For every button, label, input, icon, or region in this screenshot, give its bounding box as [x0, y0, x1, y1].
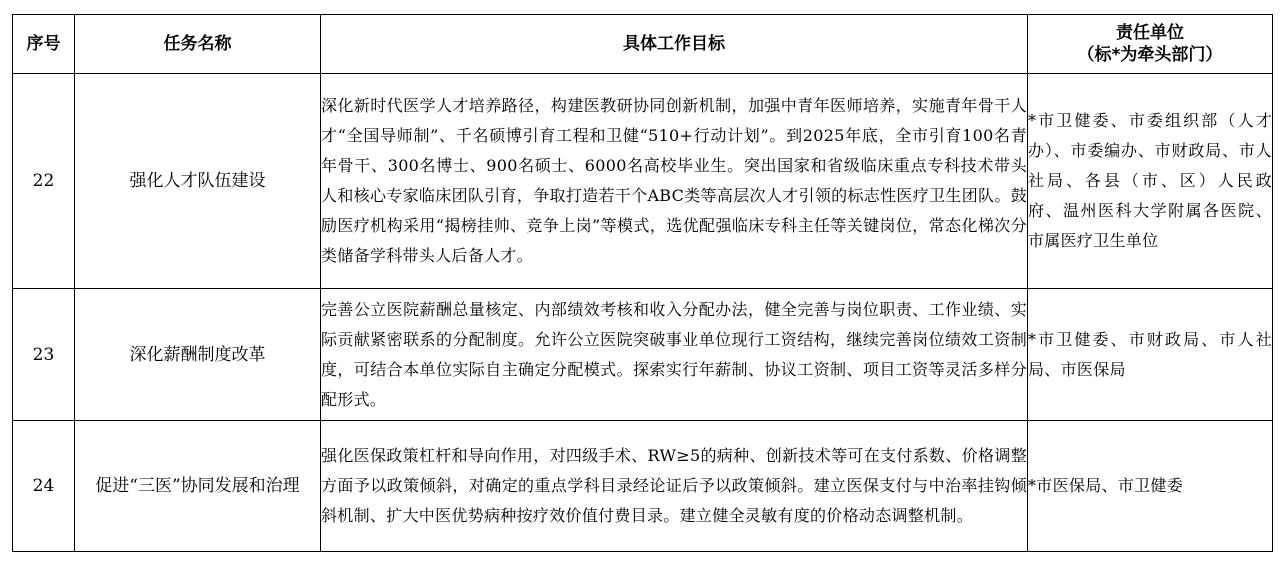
- header-responsible-unit: [1028, 15, 1273, 74]
- table-row: [13, 421, 1273, 552]
- header-task-name: 任务名称: [75, 15, 321, 74]
- task-name: 深化薪酬制度改革: [75, 289, 321, 421]
- row-number: 24: [13, 421, 75, 552]
- task-goal: 强化医保政策杠杆和导向作用，对四级手术、RW≥5的病种、创新技术等可在支付系数、价格调整方面予以政策倾斜，对确定的重点学科目录经论证后予以政策倾斜。建立医保支付与中治率挂钩倾斜机制、扩大中医优势病种按疗效价值付费目录。建立健全灵敏有度的价格动态调整机制。: [321, 421, 1028, 552]
- header-unit-title: 责任单位: [1116, 23, 1184, 43]
- task-name: 促进“三医”协同发展和治理: [75, 421, 321, 552]
- responsible-unit: *市卫健委、市委组织部（人才办）、市委编办、市财政局、市人社局、各县（市、区）人民政府、温州医科大学附属各医院、市属医疗卫生单位: [1028, 74, 1273, 289]
- table-row: [13, 289, 1273, 421]
- header-goal: 具体工作目标: [321, 15, 1028, 74]
- responsible-unit: *市医保局、市卫健委: [1028, 421, 1273, 552]
- table-row: [13, 74, 1273, 289]
- task-table: [12, 14, 1273, 552]
- task-goal: 完善公立医院薪酬总量核定、内部绩效考核和收入分配办法，健全完善与岗位职责、工作业绩、实际贡献紧密联系的分配制度。允许公立医院突破事业单位现行工资结构，继续完善岗位绩效工资制度，可结合本单位实际自主确定分配模式。探索实行年薪制、协议工资制、项目工资等灵活多样分配形式。: [321, 289, 1028, 421]
- task-name: 强化人才队伍建设: [75, 74, 321, 289]
- task-goal: 深化新时代医学人才培养路径，构建医教研协同创新机制，加强中青年医师培养，实施青年骨干人才“全国导师制”、千名硕博引育工程和卫健“510+行动计划”。到2025年底，全市引育100名青年骨干、300名博士、900名硕士、6000名高校毕业生。突出国家和省级临床重点专科技术带头人和核心专家临床团队引育，争取打造若干个ABC类等高层次人才引领的标志性医疗卫生团队。鼓励医疗机构采用“揭榜挂帅、竞争上岗”等模式，选优配强临床专科主任等关键岗位，常态化梯次分类储备学科带头人后备人才。: [321, 74, 1028, 289]
- header-no: 序号: [13, 15, 75, 74]
- responsible-unit: *市卫健委、市财政局、市人社局、市医保局: [1028, 289, 1273, 421]
- row-number: 23: [13, 289, 75, 421]
- row-number: 22: [13, 74, 75, 289]
- header-row: [13, 15, 1273, 74]
- header-unit-note: （标*为牵头部门）: [1077, 45, 1223, 65]
